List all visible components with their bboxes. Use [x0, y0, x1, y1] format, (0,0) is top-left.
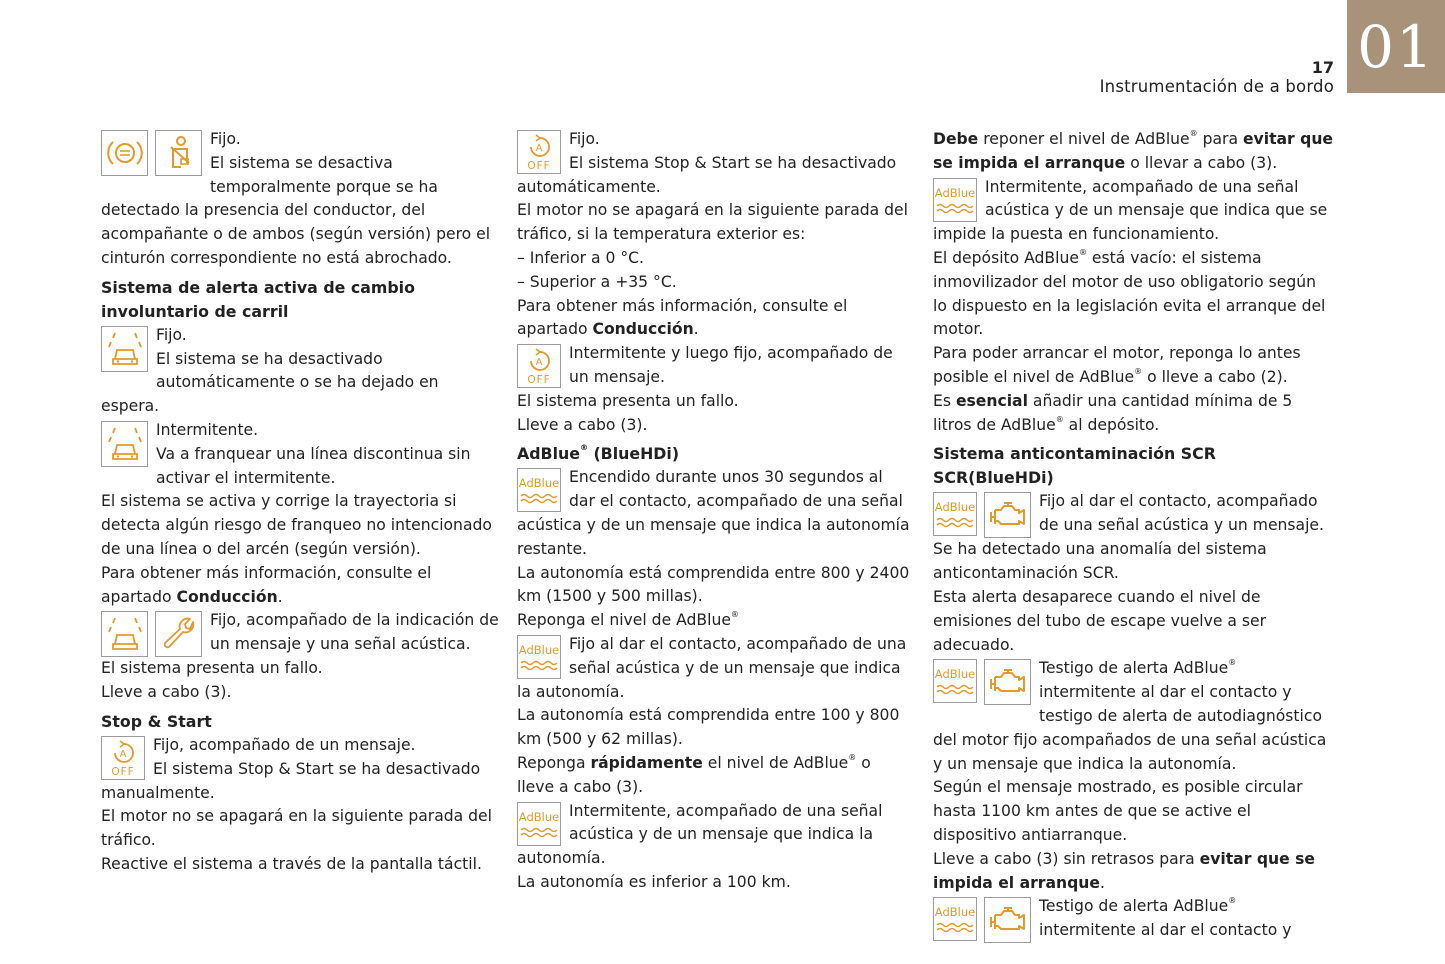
- wrench-icon: [155, 611, 202, 657]
- stopstart-manual-block: [101, 734, 501, 805]
- text: Lleve a cabo (3) sin retrasos para evitar que se impida el arranque.: [933, 849, 1315, 892]
- seatbelt-block: [101, 128, 501, 271]
- scr-blink-block-2: [933, 895, 1333, 943]
- page-number: 17: [1311, 58, 1334, 77]
- adblue-range-block: [517, 466, 912, 561]
- svg-text:AdBlue: AdBlue: [518, 642, 560, 657]
- text: Esta alerta desaparece cuando el nivel de emisiones del tubo de escape vuelve a ser adecuado.: [933, 587, 1267, 654]
- heading-scr: Sistema anticontaminación SCR SCR(BlueHDi): [933, 444, 1216, 488]
- section-title: Instrumentación de a bordo: [1099, 77, 1334, 96]
- text: Intermitente.: [156, 420, 259, 439]
- text: Lleve a cabo (3).: [517, 415, 648, 434]
- link-conduccion[interactable]: Conducción: [592, 320, 694, 339]
- text: La autonomía está comprendida entre 800 y 2400 km (1500 y 500 millas).: [517, 563, 910, 606]
- text: Intermitente, acompañado de una señal acústica y de un mensaje que indica la autonomía.: [517, 801, 883, 868]
- stopstart-auto-block: [517, 128, 912, 199]
- text: Reponga el nivel de AdBlue®: [517, 610, 739, 630]
- engine-icon: [984, 492, 1031, 538]
- text: Para poder arrancar el motor, reponga lo antes posible el nivel de AdBlue® o lleve a cabo (2).: [933, 344, 1301, 386]
- scr-blink-block: [933, 657, 1333, 776]
- svg-text:AdBlue: AdBlue: [934, 500, 976, 515]
- svg-text:OFF: OFF: [111, 765, 135, 778]
- link-conduccion[interactable]: Conducción: [176, 587, 278, 606]
- text: Reactive el sistema a través de la pantalla táctil.: [101, 854, 482, 873]
- text: Para obtener más información, consulte el apartado Conducción.: [101, 563, 432, 606]
- text: Testigo de alerta AdBlue® intermitente al dar el contacto y: [1039, 896, 1292, 940]
- svg-text:OFF: OFF: [527, 374, 551, 387]
- adblue-icon: [933, 659, 977, 703]
- adblue-blink-block: [517, 800, 912, 871]
- text: Debe reponer el nivel de AdBlue® para evitar que se impida el arranque o llevar a cabo (3).: [933, 129, 1334, 172]
- stop-start-off-icon: [101, 736, 145, 780]
- text: Testigo de alerta AdBlue® intermitente al dar el contacto y testigo de alerta de autodiagnóstico del motor fijo acompañados de una señal acústica y un mensaje que indica la autonomía.: [933, 658, 1327, 773]
- adblue-icon: [933, 178, 977, 222]
- text: Fijo, acompañado de la indicación de un mensaje y una señal acústica.: [210, 611, 499, 654]
- adblue-icon: [933, 897, 977, 941]
- svg-text:A: A: [535, 143, 543, 154]
- text: La autonomía es inferior a 100 km.: [517, 872, 791, 891]
- text: El motor no se apagará en la siguiente parada del tráfico.: [101, 807, 492, 850]
- text: Fijo, acompañado de un mensaje.: [153, 735, 416, 754]
- adblue-start-block: [933, 176, 1333, 247]
- column-1: [101, 128, 501, 877]
- text: Intermitente y luego fijo, acompañado de un mensaje.: [569, 344, 893, 386]
- text: El sistema Stop & Start se ha desactivado automáticamente.: [517, 153, 897, 196]
- text: Intermitente, acompañado de una señal acústica y de un mensaje que indica que se impide la puesta en funcionamiento.: [933, 177, 1328, 244]
- list-item: – Inferior a 0 °C.: [517, 248, 645, 267]
- engine-icon: [984, 897, 1031, 943]
- adblue-icon: [933, 492, 977, 536]
- text: Se ha detectado una anomalía del sistema anticontaminación SCR.: [933, 540, 1267, 583]
- lane-departure-icon: [101, 421, 148, 467]
- heading-lane-alert: Sistema de alerta activa de cambio involuntario de carril: [101, 277, 415, 321]
- svg-text:AdBlue: AdBlue: [934, 905, 976, 920]
- text: La autonomía está comprendida entre 100 y 800 km (500 y 62 millas).: [517, 706, 900, 749]
- stop-start-off-icon: [517, 344, 561, 388]
- svg-text:AdBlue: AdBlue: [934, 185, 976, 200]
- text: Fijo.: [569, 130, 600, 148]
- text: Es esencial añadir una cantidad mínima de 5 litros de AdBlue® al depósito.: [933, 391, 1293, 434]
- text: El sistema Stop & Start se ha desactivado manualmente.: [101, 759, 481, 802]
- adblue-fixed-block: [517, 633, 912, 704]
- lane-fixed-block: [101, 324, 501, 419]
- scr-fixed-block: [933, 490, 1333, 538]
- svg-text:A: A: [535, 357, 543, 369]
- adblue-icon: [517, 802, 561, 846]
- lane-departure-icon: [101, 611, 148, 657]
- text: Fijo.: [156, 325, 187, 344]
- text: El depósito AdBlue® está vacío: el sistema inmovilizador del motor de uso obligatorio según lo dispuesto en la legislación evita el arranque del motor.: [933, 247, 1326, 339]
- text: Para obtener más información, consulte el apartado Conducción.: [517, 296, 848, 339]
- text: Fijo.: [210, 130, 241, 148]
- lane-blink-block: [101, 419, 501, 490]
- text: El sistema presenta un fallo.: [517, 391, 739, 410]
- text: El sistema se activa y corrige la trayectoria si detecta algún riesgo de franqueo no intencionado de una línea o del arcén (según versión).: [101, 492, 492, 558]
- text: Reponga rápidamente el nivel de AdBlue® o lleve a cabo (3).: [517, 752, 871, 796]
- stop-start-off-icon: [517, 130, 561, 174]
- text: Fijo al dar el contacto, acompañado de una señal acústica y un mensaje.: [1039, 492, 1324, 535]
- adblue-icon: [517, 635, 561, 679]
- text: Según el mensaje mostrado, es posible circular hasta 1100 km antes de que se active el dispositivo antiarranque.: [933, 778, 1303, 844]
- text: El sistema presenta un fallo.: [101, 659, 323, 678]
- text: El motor no se apagará en la siguiente parada del tráfico, si la temperatura exterior es:: [517, 201, 908, 244]
- text: Lleve a cabo (3).: [101, 683, 232, 702]
- svg-text:AdBlue: AdBlue: [518, 476, 560, 491]
- lane-departure-icon: [101, 326, 148, 372]
- svg-text:AdBlue: AdBlue: [518, 809, 560, 824]
- lane-fault-block: [101, 609, 501, 657]
- passenger-airbag-icon: [101, 130, 148, 176]
- text: El sistema se desactiva temporalmente porque se ha detectado la presencia del conductor, del acompañante o de ambos (según versión) pero el cinturón correspondiente no está abrochado.: [101, 153, 491, 267]
- chapter-tab[interactable]: 01: [1347, 0, 1445, 93]
- text: Va a franquear una línea discontinua sin activar el intermitente.: [156, 444, 471, 487]
- svg-text:A: A: [119, 748, 127, 760]
- seatbelt-icon: [155, 130, 202, 176]
- text: Fijo al dar el contacto, acompañado de una señal acústica y de un mensaje que indica la autonomía.: [517, 634, 907, 701]
- list-item: – Superior a +35 °C.: [517, 272, 677, 291]
- text: El sistema se ha desactivado automáticamente o se ha dejado en espera.: [101, 349, 439, 416]
- engine-icon: [984, 659, 1031, 705]
- svg-text:OFF: OFF: [527, 160, 551, 172]
- column-2: [517, 128, 912, 895]
- adblue-icon: [517, 468, 561, 512]
- column-3: [933, 128, 1333, 943]
- svg-text:AdBlue: AdBlue: [934, 667, 976, 682]
- heading-adblue: AdBlue® (BlueHDi): [517, 443, 680, 464]
- stopstart-fault-block: [517, 342, 912, 390]
- heading-stop-start: Stop & Start: [101, 711, 212, 731]
- text: Encendido durante unos 30 segundos al dar el contacto, acompañado de una señal acústica y de un mensaje que indica la autonomía restante.: [517, 468, 910, 558]
